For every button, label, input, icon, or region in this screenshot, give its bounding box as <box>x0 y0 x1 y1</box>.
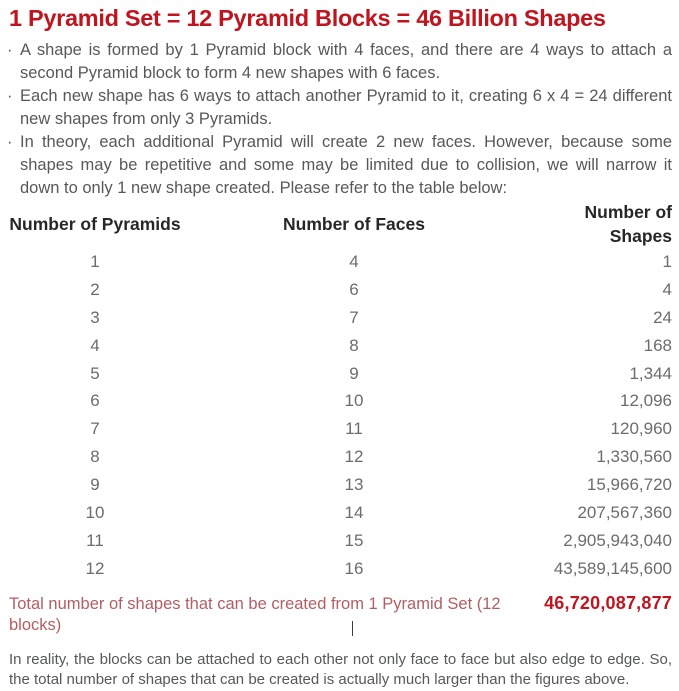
cell-shapes: 15,966,720 <box>586 475 672 495</box>
text-cursor-artifact <box>352 621 353 636</box>
table-row <box>9 499 672 527</box>
shapes-table <box>9 200 672 583</box>
cell-faces: 13 <box>344 475 364 495</box>
bullet-dot: · <box>7 133 13 151</box>
cell-shapes: 43,589,145,600 <box>553 558 672 578</box>
cell-faces: 12 <box>344 447 364 467</box>
cell-faces: 6 <box>349 279 359 299</box>
cell-faces: 10 <box>344 391 364 411</box>
cell-shapes: 1,344 <box>629 363 672 383</box>
cell-pyramids: 7 <box>90 419 100 439</box>
bullet-text: In theory, each additional Pyramid will create 2 new faces. However, because some shapes may be repetitive and some may be limited due to collision, we will narrow it down to only 1 new shape created. Please refer to the table below: <box>20 133 672 197</box>
cell-faces: 4 <box>349 251 359 271</box>
cell-faces: 11 <box>345 419 363 439</box>
table-row <box>9 248 672 276</box>
page-title: 1 Pyramid Set = 12 Pyramid Blocks = 46 Billion Shapes <box>9 5 606 31</box>
cell-pyramids: 6 <box>90 391 100 411</box>
col-header-pyramids: Number of Pyramids <box>9 214 181 234</box>
total-label: Total number of shapes that can be created from 1 Pyramid Set (12 blocks) <box>9 594 501 634</box>
bullet-text: Each new shape has 6 ways to attach another Pyramid to it, creating 6 x 4 = 24 different new shapes from only 3 Pyramids. <box>20 87 672 128</box>
cell-pyramids: 11 <box>86 530 104 550</box>
cell-faces: 8 <box>349 335 359 355</box>
table-row <box>9 443 672 471</box>
cell-pyramids: 1 <box>90 251 100 271</box>
cell-faces: 16 <box>344 558 364 578</box>
cell-shapes: 4 <box>662 279 672 299</box>
cell-pyramids: 9 <box>90 475 100 495</box>
bullet-item <box>9 39 672 85</box>
bullet-dot: · <box>7 41 13 59</box>
cell-faces: 9 <box>349 363 359 383</box>
total-row <box>9 593 672 636</box>
bullet-item <box>9 131 672 200</box>
cell-shapes: 207,567,360 <box>577 502 672 522</box>
table-row <box>9 332 672 360</box>
cell-shapes: 1 <box>662 251 672 271</box>
cell-shapes: 12,096 <box>620 391 672 411</box>
total-value: 46,720,087,877 <box>544 592 672 613</box>
cell-pyramids: 3 <box>90 307 100 327</box>
table-row <box>9 527 672 555</box>
footnote: In reality, the blocks can be attached to each other not only face to face but also edge to edge. So, the total number of shapes that can be created is actually much larger than the figures above. <box>9 650 672 689</box>
table-row <box>9 555 672 583</box>
cell-faces: 14 <box>344 502 364 522</box>
table-row <box>9 471 672 499</box>
bullet-list <box>9 39 672 200</box>
table-row <box>9 304 672 332</box>
cell-shapes: 1,330,560 <box>596 447 672 467</box>
cell-shapes: 24 <box>653 307 672 327</box>
bullet-text: A shape is formed by 1 Pyramid block with 4 faces, and there are 4 ways to attach a second Pyramid block to form 4 new shapes with 6 faces. <box>20 41 672 82</box>
table-row <box>9 415 672 443</box>
cell-faces: 15 <box>344 530 364 550</box>
cell-shapes: 120,960 <box>610 419 672 439</box>
col-header-faces: Number of Faces <box>283 214 425 234</box>
cell-faces: 7 <box>349 307 359 327</box>
table-header-row <box>9 200 672 248</box>
cell-pyramids: 5 <box>90 363 100 383</box>
bullet-item <box>9 85 672 131</box>
table-row <box>9 360 672 388</box>
cell-pyramids: 2 <box>90 279 100 299</box>
table-row <box>9 387 672 415</box>
col-header-shapes: Number of Shapes <box>584 202 672 246</box>
cell-shapes: 2,905,943,040 <box>563 530 672 550</box>
cell-shapes: 168 <box>643 335 672 355</box>
cell-pyramids: 12 <box>85 558 105 578</box>
cell-pyramids: 4 <box>90 335 100 355</box>
cell-pyramids: 10 <box>85 502 105 522</box>
bullet-dot: · <box>7 87 13 105</box>
table-row <box>9 276 672 304</box>
cell-pyramids: 8 <box>90 447 100 467</box>
